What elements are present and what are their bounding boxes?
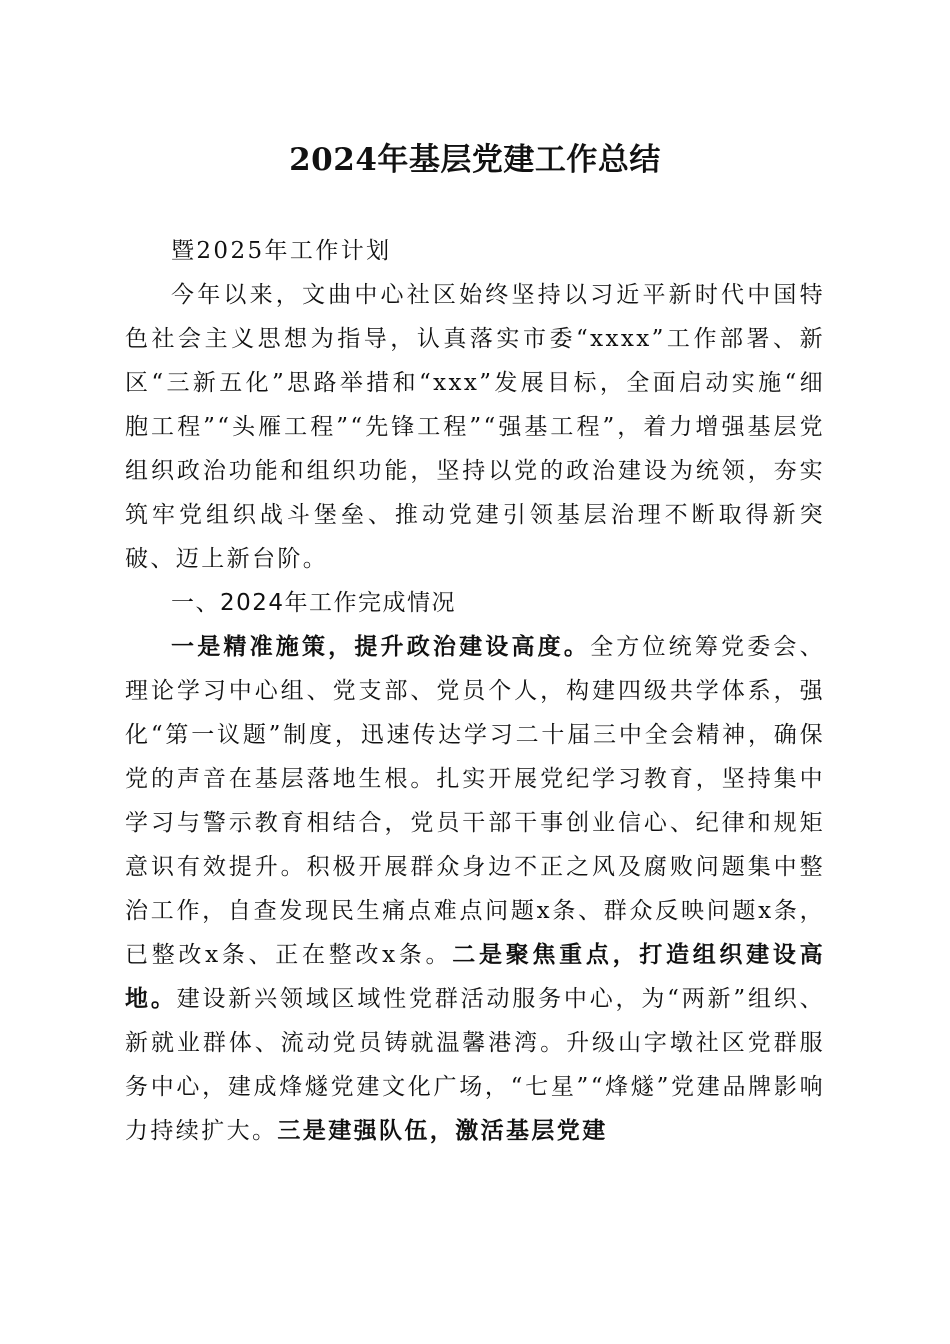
lead-phrase-3: 三是建强队伍，激活基层党建 bbox=[277, 1117, 608, 1144]
section-paragraph bbox=[125, 625, 825, 1153]
lead-phrase-1: 一是精准施策，提升政治建设高度。 bbox=[171, 633, 591, 660]
document-title: 2024年基层党建工作总结 bbox=[289, 142, 661, 178]
paragraph-text-2: 建设新兴领域区域性党群活动服务中心，为“两新”组织、新就业群体、流动党员铸就温馨港湾。升级山字墩社区党群服务中心，建成烽燧党建文化广场，“七星”“烽燧”党建品牌影响力持续扩大。 bbox=[125, 986, 825, 1144]
paragraph-text-1: 全方位统筹党委会、理论学习中心组、党支部、党员个人，构建四级共学体系，强化“第一议题”制度，迅速传达学习二十届三中全会精神，确保党的声音在基层落地生根。扎实开展党纪学习教育，坚持集中学习与警示教育相结合，党员干部干事创业信心、纪律和规矩意识有效提升。积极开展群众身边不正之风及腐败问题集中整治工作，自查发现民生痛点难点问题x条、群众反映问题x条，已整改x条、正在整改x条。 bbox=[125, 634, 825, 968]
lead-phrase-2: 二是聚焦重点，打造组织建设高地。 bbox=[125, 941, 825, 1012]
intro-paragraph: 今年以来，文曲中心社区始终坚持以习近平新时代中国特色社会主义思想为指导，认真落实市委“xxxx”工作部署、新区“三新五化”思路举措和“xxx”发展目标，全面启动实施“细胞工程”“头雁工程”“先锋工程”“强基工程”，着力增强基层党组织政治功能和组织功能，坚持以党的政治建设为统领，夯实筑牢党组织战斗堡垒、推动党建引领基层治理不断取得新突破、迈上新台阶。 bbox=[125, 282, 825, 572]
section-heading: 一、2024年工作完成情况 bbox=[171, 590, 457, 616]
document-body bbox=[125, 229, 825, 1153]
document-subtitle: 暨2025年工作计划 bbox=[171, 238, 392, 264]
